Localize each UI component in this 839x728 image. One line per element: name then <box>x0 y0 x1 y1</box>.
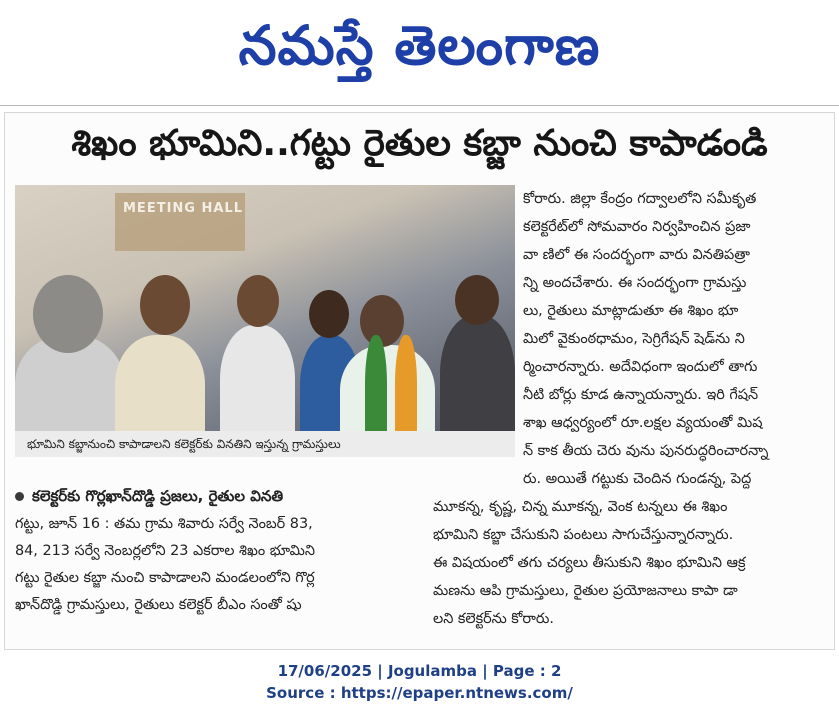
text-line: కలెక్టరేట్‌లో సోమవారం నిర్వహించిన ప్రజా <box>523 219 751 235</box>
text-line: ఈ విషయంలో తగు చర్యలు తీసుకుని శిఖం భూమిని ఆక్ర <box>433 555 746 571</box>
photo-person <box>440 315 515 431</box>
text-line: ఖాన్‌దొడ్డి గ్రామస్తులు, రైతులు కలెక్టర్ బీఎం సంతో షు <box>15 597 302 613</box>
photo-person <box>340 345 435 431</box>
text-line: న్ కాక తీయ చెరు వును పునరుద్ధరించారన్నా <box>523 443 769 459</box>
article-column-bottom-right <box>433 493 827 633</box>
photo-person-head <box>309 290 349 338</box>
article-subhead <box>15 487 425 509</box>
photo-person <box>220 325 295 431</box>
text-line: వా ణిలో ఈ సందర్భంగా వారు వినతిపత్రా <box>523 247 751 263</box>
photo-caption: భూమిని కబ్జానుంచి కాపాడాలని కలెక్టర్‌కు వినతిని ఇస్తున్న గ్రామస్తులు <box>15 431 515 457</box>
photo-person-head <box>455 275 499 325</box>
text-line: గట్టు, జూన్ 16 : తమ గ్రామ శివారు సర్వే నెంబర్ 83, <box>15 516 313 532</box>
article-column-left <box>15 511 425 619</box>
photo-person-head <box>140 275 190 335</box>
article-clipping <box>4 112 835 650</box>
bullet-icon <box>15 492 24 501</box>
text-line: లు, రైతులు మాట్లాడుతూ ఈ శిఖం భూ <box>523 303 739 319</box>
article-photo <box>15 185 515 431</box>
article-column-right <box>523 185 825 493</box>
text-line: శాఖ ఆధ్వర్యంలో రూ.లక్షల వ్యయంతో మిష <box>523 415 763 431</box>
text-line: నీటి బోర్లు కూడ ఉన్నాయన్నారు. ఇరి గేషన్ <box>523 387 759 403</box>
photo-person <box>365 335 387 431</box>
text-line: గట్టు రైతుల కబ్జా నుంచి కాపాడాలని మండలంలోని గొర్ల <box>15 570 315 586</box>
text-line: రు. అయితే గట్టుకు చెందిన గుండన్న, పెద్ద <box>523 471 752 487</box>
masthead <box>0 0 839 92</box>
text-line: కోరారు. జిల్లా కేంద్రం గద్వాలలోని సమీకృత <box>523 191 757 207</box>
text-line: 84, 213 సర్వే నెంబర్లలోని 23 ఎకరాల శిఖం భూమిని <box>15 543 315 559</box>
source-link[interactable]: Source : https://epaper.ntnews.com/ <box>266 684 573 702</box>
newspaper-logo: నమస్తే తెలంగాణ <box>238 14 601 77</box>
text-line: లని కలెక్టర్‌ను కోరారు. <box>433 611 554 627</box>
text-line: మిలో వైకుంఠధామం, సెగ్రిగేషన్ షెడ్‌ను ని <box>523 331 745 347</box>
text-line: ర్మించారన్నారు. అదేవిధంగా ఇందులో తాగు <box>523 359 758 375</box>
text-line: మూకన్న, కృష్ణ, చిన్న మూకన్న, వెంక టన్నలు ఈ శిఖం <box>433 499 728 515</box>
text-line: భూమిని కబ్జా చేసుకుని పంటలు సాగుచేస్తున్నారన్నారు. <box>433 527 734 543</box>
masthead-divider <box>0 105 839 106</box>
text-line: న్ని అందచేశారు. ఈ సందర్భంగా గ్రామస్తు <box>523 275 747 291</box>
edition-info: 17/06/2025 | Jogulamba | Page : 2 <box>277 662 562 680</box>
photo-person-head <box>237 275 279 327</box>
page-footer <box>0 660 839 704</box>
subhead-text: కలెక్టర్‌కు గొర్లఖాన్‌దొడ్డి ప్రజలు, రైతుల వినతి <box>32 487 284 505</box>
photo-person <box>395 335 417 431</box>
photo-sign-text: MEETING HALL <box>123 201 243 216</box>
article-headline: శిఖం భూమిని..గట్టు రైతుల కబ్జా నుంచి కాపాడండి <box>71 123 768 164</box>
photo-person-head <box>33 275 103 353</box>
photo-person <box>115 335 205 431</box>
text-line: మణను ఆపి గ్రామస్తులు, రైతుల ప్రయోజనాలు కాపా డా <box>433 583 738 599</box>
photo-person-head <box>360 295 404 347</box>
